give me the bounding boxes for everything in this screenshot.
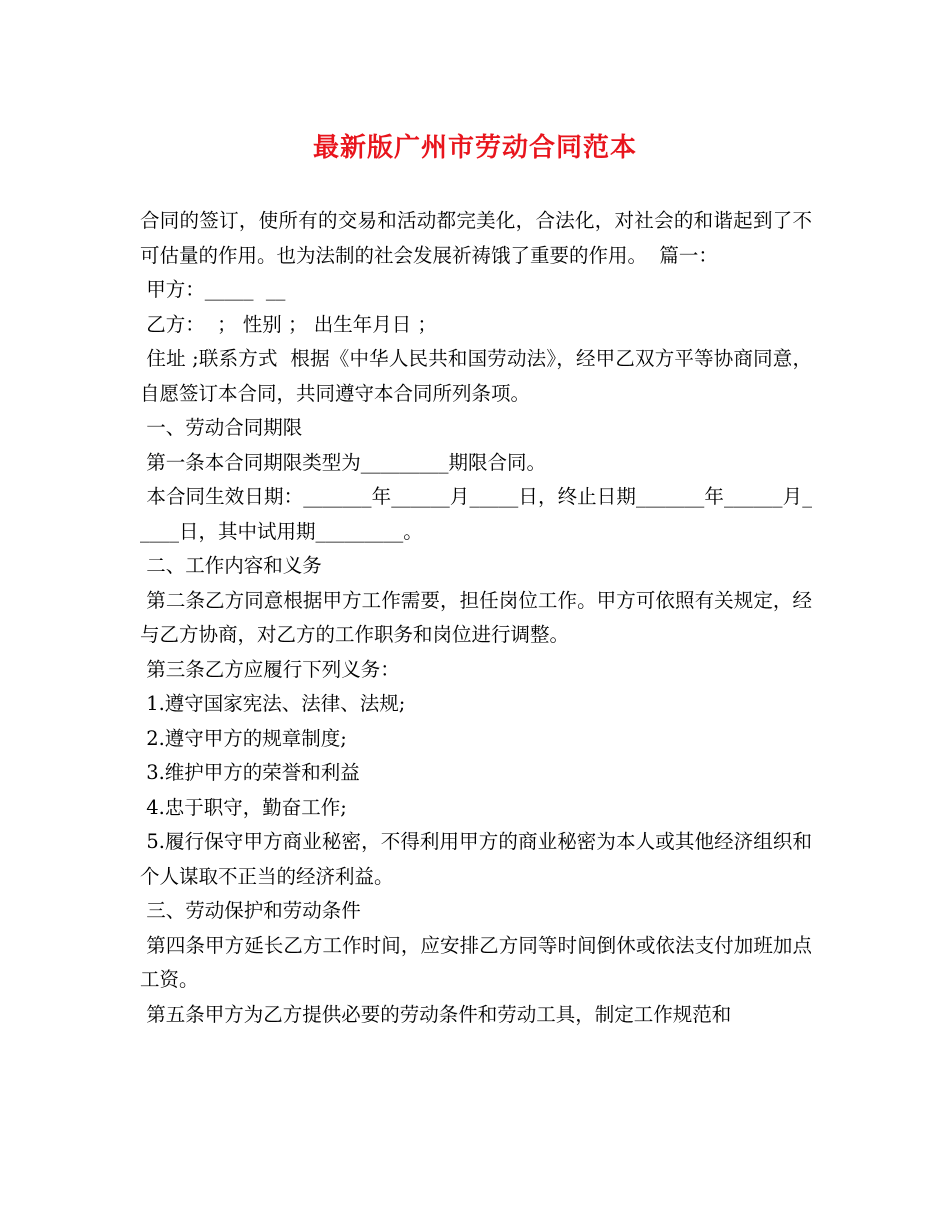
document-title: 最新版广州市劳动合同范本 xyxy=(312,133,637,163)
section-heading-2: 二、工作内容和义务 xyxy=(140,554,322,577)
obligation-item: 2.遵守甲方的规章制度; xyxy=(140,726,347,750)
obligation-item: 3.维护甲方的荣誉和利益 xyxy=(140,761,360,784)
document-body xyxy=(140,204,812,1032)
intro-paragraph: 合同的签订，使所有的交易和活动都完美化，合法化，对社会的和谐起到了不可估量的作用。也为法制的社会发展祈祷饿了重要的作用。 篇一： xyxy=(140,209,812,267)
party-b-line: 乙方： ； 性别 ； 出生年月日 ； xyxy=(140,312,437,336)
section-heading-3: 三、劳动保护和劳动条件 xyxy=(140,899,361,922)
article-2: 第二条乙方同意根据甲方工作需要，担任岗位工作。甲方可依照有关规定，经与乙方协商，对乙方的工作职务和岗位进行调整。 xyxy=(140,588,812,646)
obligation-item: 5.履行保守甲方商业秘密，不得利用甲方的商业秘密为本人或其他经济组织和个人谋取不正当的经济利益。 xyxy=(140,830,812,888)
address-paragraph: 住址 ;联系方式 根据《中华人民共和国劳动法》，经甲乙双方平等协商同意，自愿签订本合同，共同遵守本合同所列条项。 xyxy=(140,347,812,405)
article-3: 第三条乙方应履行下列义务： xyxy=(140,657,400,681)
effective-date-paragraph: 本合同生效日期：_______年______月_____日，终止日期_______年______月_____日，其中试用期_________。 xyxy=(140,485,812,543)
party-a-line: 甲方：_____ __ xyxy=(140,278,286,301)
section-heading-1: 一、劳动合同期限 xyxy=(140,416,303,439)
obligation-item: 4.忠于职守，勤奋工作; xyxy=(140,795,347,819)
obligation-item: 1.遵守国家宪法、法律、法规; xyxy=(140,692,406,715)
article-4: 第四条甲方延长乙方工作时间，应安排乙方同等时间倒休或依法支付加班加点工资。 xyxy=(140,933,812,991)
article-1: 第一条本合同期限类型为_________期限合同。 xyxy=(140,450,546,474)
article-5: 第五条甲方为乙方提供必要的劳动条件和劳动工具，制定工作规范和 xyxy=(140,1002,732,1026)
